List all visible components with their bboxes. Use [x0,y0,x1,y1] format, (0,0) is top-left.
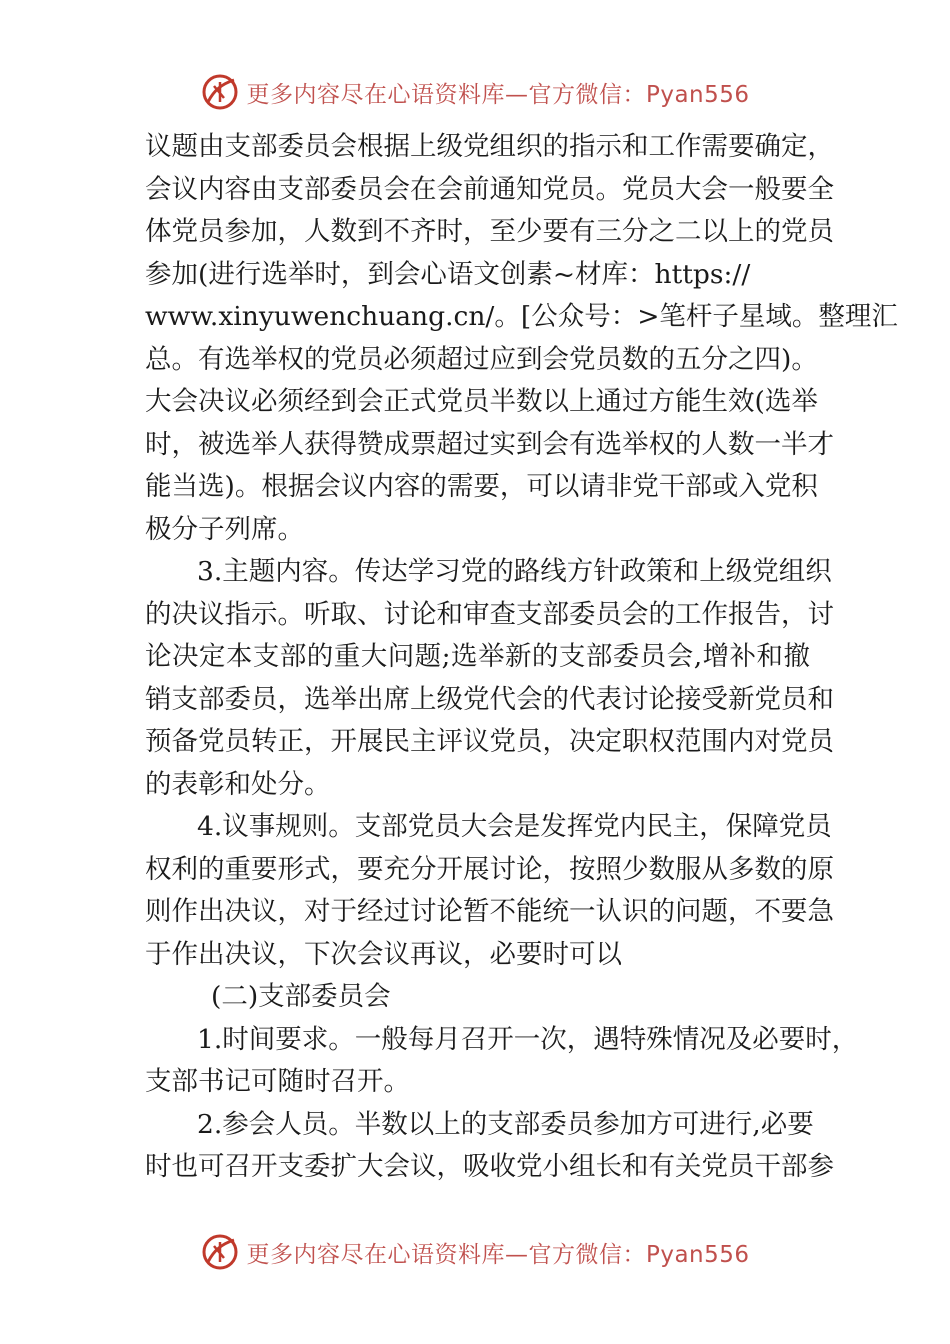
text-line: 的决议指示。听取、讨论和审查支部委员会的工作报告，讨 [145,598,834,630]
text-line: 于作出决议，下次会议再议，必要时可以 [145,938,622,970]
text-line: 3.主题内容。传达学习党的路线方针政策和上级党组织 [197,556,832,587]
brand-logo-icon [200,1232,240,1272]
text-line: 体党员参加，人数到不齐时，至少要有三分之二以上的党员 [145,216,834,247]
text-line: 总。有选举权的党员必须超过应到会党员数的五分之四)。 [145,343,818,375]
text-line: 2.参会人员。半数以上的支部委员参加方可进行,必要 [197,1108,814,1140]
text-line: 销支部委员，选举出席上级党代会的代表讨论接受新党员和 [145,683,834,715]
text-line: 1.时间要求。一般每月召开一次，遇特殊情况及必要时， [197,1023,859,1055]
text-line: 极分子列席。 [145,513,304,545]
text-line: 论决定本支部的重大问题;选举新的支部委员会,增补和撤 [145,641,810,672]
text-line: 权利的重要形式，要充分开展讨论，按照少数服从多数的原 [145,853,834,885]
text-line: 预备党员转正，开展民主评议党员，决定职权范围内对党员 [145,726,834,757]
text-line: 议题由支部委员会根据上级党组织的指示和工作需要确定， [145,131,834,162]
text-line: 参加(进行选举时，到会心语文创素~材库：https:// [145,258,751,290]
text-line: 4.议事规则。支部党员大会是发挥党内民主，保障党员 [197,811,832,842]
text-line: 时，被选举人获得赞成票超过实到会有选举权的人数一半才 [145,428,834,460]
brand-logo-icon [200,72,240,112]
text-line: 支部书记可随时召开。 [145,1066,410,1097]
header-banner [0,68,950,116]
text-line: 则作出决议，对于经过讨论暂不能统一认识的问题，不要急 [145,896,834,927]
text-line: www.xinyuwenchuang.cn/。[公众号：>笔杆子星域。整理汇 [145,301,898,332]
section-heading: (二)支部委员会 [211,981,391,1012]
header-banner-text: 更多内容尽在心语资料库—官方微信：Pyan556 [246,81,750,108]
text-line: 能当选)。根据会议内容的需要，可以请非党干部或入党积 [145,471,818,502]
footer-banner-text: 更多内容尽在心语资料库—官方微信：Pyan556 [246,1241,750,1268]
footer-banner [0,1228,950,1276]
document-body [145,126,898,1189]
text-line: 会议内容由支部委员会在会前通知党员。党员大会一般要全 [145,173,834,205]
text-line: 大会决议必须经到会正式党员半数以上通过方能生效(选举 [145,386,818,417]
text-line: 时也可召开支委扩大会议，吸收党小组长和有关党员干部参 [145,1151,834,1182]
text-line: 的表彰和处分。 [145,768,331,800]
